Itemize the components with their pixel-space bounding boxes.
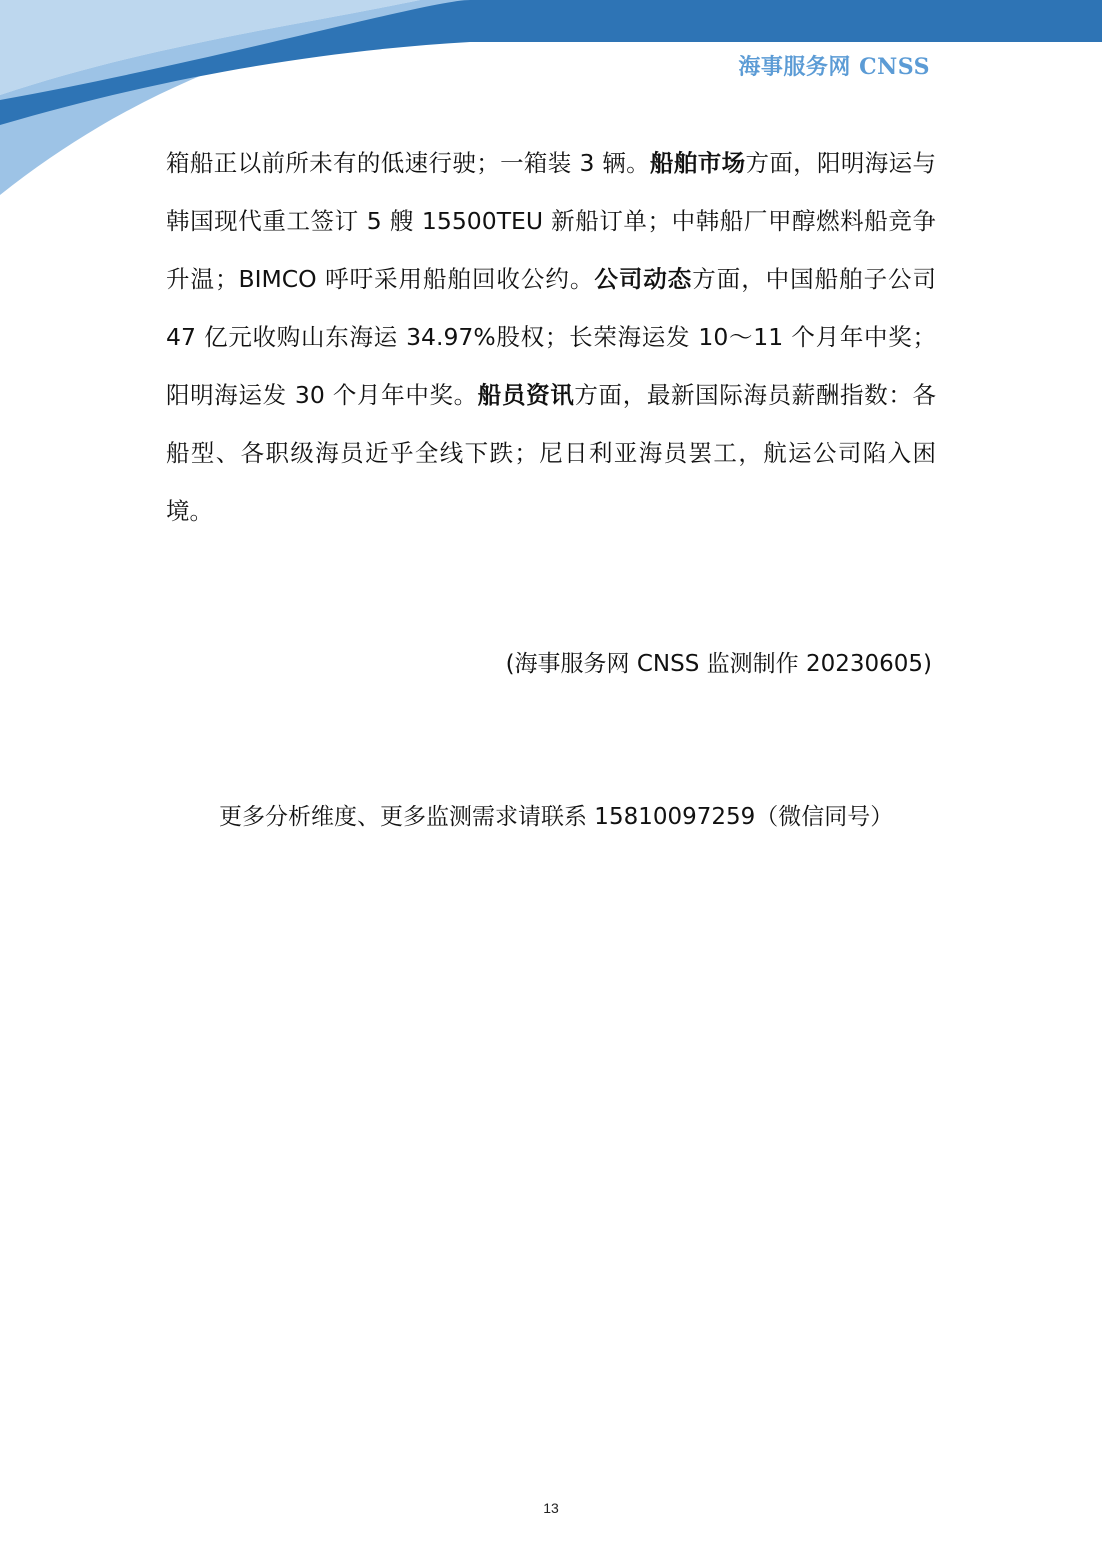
summary-segment-1: 箱船正以前所未有的低速行驶；一箱装 3 辆。	[166, 149, 650, 177]
summary-segment-2: 方面，阳明海运与韩国现代重工签订 5 艘 15500TEU 新船订单；中韩船厂甲醇燃料船竞争升温；BIMCO 呼吁采用船舶回收公约。	[166, 149, 936, 293]
site-brand: 海事服务网 CNSS	[738, 54, 930, 80]
section-heading-ship-market: 船舶市场	[650, 149, 746, 177]
page-number: 13	[543, 1500, 559, 1516]
credit-line: (海事服务网 CNSS 监测制作 20230605)	[505, 651, 932, 677]
section-heading-company-news: 公司动态	[594, 265, 693, 293]
summary-segment-4: 方面，最新国际海员薪酬指数：各船型、各职级海员近乎全线下跌；尼日利亚海员罢工，航运公司陷入困境。	[166, 381, 937, 525]
contact-line: 更多分析维度、更多监测需求请联系 15810097259（微信同号）	[219, 804, 894, 830]
summary-segment-3: 方面，中国船舶子公司 47 亿元收购山东海运 34.97%股权；长荣海运发 10～11 个月年中奖；阳明海运发 30 个月年中奖。	[166, 265, 937, 409]
summary-paragraph	[166, 134, 936, 540]
section-heading-crew-news: 船员资讯	[477, 381, 575, 409]
